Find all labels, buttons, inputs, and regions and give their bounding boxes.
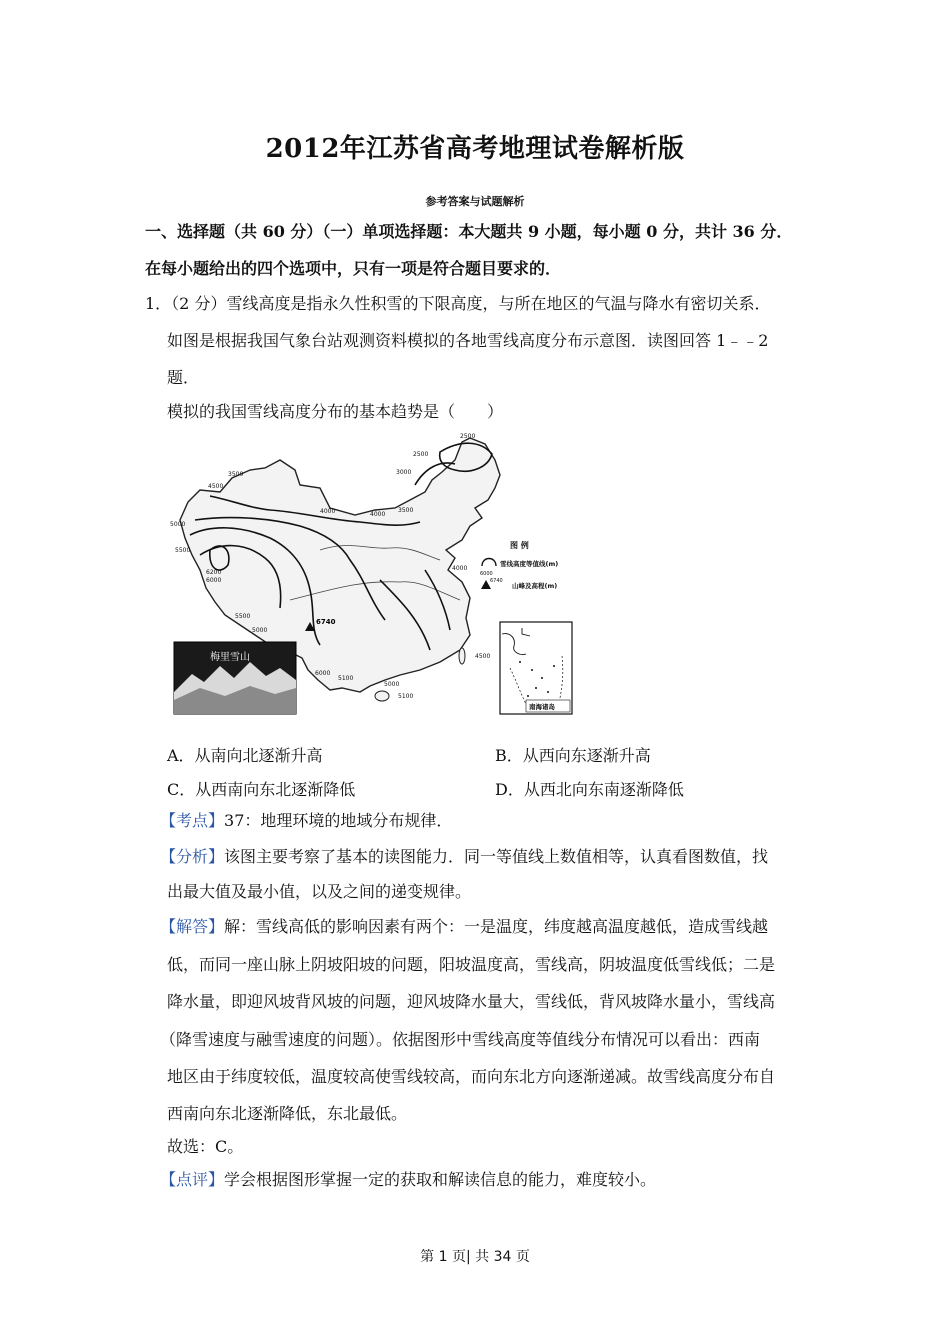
inset-photo-label: 梅里雪山 bbox=[210, 652, 250, 663]
option-b: B．从西向东逐渐升高 bbox=[495, 746, 651, 765]
option-a: A．从南向北逐渐升高 bbox=[167, 746, 323, 765]
contour-label: 5000 bbox=[170, 521, 186, 528]
question-1-line1: 1．（2 分）雪线高度是指永久性积雪的下限高度，与所在地区的气温与降水有密切关系． bbox=[145, 294, 771, 313]
jieda-line4: （降雪速度与融雪速度的问题）。依据图形中雪线高度等值线分布情况可以看出：西南 bbox=[160, 1030, 761, 1049]
meili-snow-mountain-photo bbox=[174, 642, 296, 714]
option-d: D．从西北向东南逐渐降低 bbox=[495, 780, 684, 799]
contour-label: 5100 bbox=[398, 693, 414, 700]
contour-label: 2500 bbox=[413, 451, 429, 458]
dianping-tag: 【点评】 bbox=[160, 1170, 225, 1189]
jieda-line1: 解：雪线高低的影响因素有两个：一是温度，纬度越高温度越低，造成雪线越 bbox=[224, 917, 769, 936]
page-footer: 第 1 页| 共 34 页 bbox=[420, 1249, 530, 1265]
section-heading-line1: 一、选择题（共 60 分）（一）单项选择题：本大题共 9 小题，每小题 0 分，共计 36 分． bbox=[145, 222, 793, 241]
contour-label: 6200 bbox=[206, 569, 222, 576]
snowline-map-figure bbox=[170, 430, 590, 720]
question-1-line3: 题． bbox=[167, 368, 200, 387]
contour-label: 4500 bbox=[208, 483, 224, 490]
contour-label: 6000 bbox=[206, 577, 222, 584]
option-c: C．从西南向东北逐渐降低 bbox=[167, 780, 356, 799]
jieda-line3: 降水量，即迎风坡背风坡的问题，迎风坡降水量大，雪线低，背风坡降水量小，雪线高 bbox=[167, 992, 776, 1011]
contour-label: 4000 bbox=[452, 565, 468, 572]
jieda-row bbox=[160, 917, 768, 937]
document-subtitle: 参考答案与试题解析 bbox=[425, 195, 525, 208]
document-title: 2012年江苏省高考地理试卷解析版 bbox=[265, 134, 685, 164]
fenxi-row bbox=[160, 847, 768, 867]
jieda-line6: 西南向东北逐渐降低，东北最低。 bbox=[167, 1104, 408, 1123]
fenxi-line1: 该图主要考察了基本的读图能力．同一等值线上数值相等，认真看图数值，找 bbox=[224, 847, 769, 866]
contour-label: 5500 bbox=[175, 547, 191, 554]
contour-label: 5500 bbox=[235, 613, 251, 620]
contour-label: 5100 bbox=[338, 675, 354, 682]
jieda-line2: 低，而同一座山脉上阴坡阳坡的问题，阳坡温度高，雪线高，阴坡温度低雪线低；二是 bbox=[167, 955, 776, 974]
legend-peak-sample: 6740 bbox=[490, 578, 503, 584]
contour-label: 5000 bbox=[252, 627, 268, 634]
contour-label: 3500 bbox=[398, 507, 414, 514]
question-1-stem: 模拟的我国雪线高度分布的基本趋势是（ ） bbox=[167, 402, 504, 421]
south-sea-label: 南海诸岛 bbox=[529, 703, 555, 711]
contour-label: 4000 bbox=[320, 508, 336, 515]
jieda-tag: 【解答】 bbox=[160, 917, 225, 936]
kaodian-text: 37：地理环境的地域分布规律． bbox=[224, 811, 453, 830]
dianping-text: 学会根据图形掌握一定的获取和解读信息的能力，难度较小。 bbox=[224, 1170, 657, 1189]
kaodian-row bbox=[160, 811, 452, 831]
contour-label: 5000 bbox=[384, 681, 400, 688]
hainan-island bbox=[375, 691, 389, 701]
fenxi-line2: 出最大值及最小值，以及之间的递变规律。 bbox=[167, 882, 472, 901]
answer-line: 故选：C。 bbox=[167, 1137, 244, 1156]
question-1-line2: 如图是根据我国气象台站观测资料模拟的各地雪线高度分布示意图．读图回答 1﹣﹣2 bbox=[167, 331, 769, 350]
contour-label: 2500 bbox=[460, 433, 476, 440]
jieda-line5: 地区由于纬度较低，温度较高使雪线较高，而向东北方向逐渐递减。故雪线高度分布自 bbox=[167, 1067, 776, 1086]
legend-contour-label: 雪线高度等值线(m) bbox=[500, 560, 559, 568]
contour-label: 3000 bbox=[396, 469, 412, 476]
map-legend bbox=[480, 540, 558, 590]
fenxi-tag: 【分析】 bbox=[160, 847, 225, 866]
legend-peak-label: 山峰及高程(m) bbox=[512, 582, 558, 590]
contour-label: 6000 bbox=[315, 670, 331, 677]
south-china-sea-inset bbox=[500, 622, 572, 714]
contour-label: 3500 bbox=[228, 471, 244, 478]
section-heading-line2: 在每小题给出的四个选项中，只有一项是符合题目要求的． bbox=[145, 259, 562, 278]
dianping-row bbox=[160, 1170, 656, 1190]
contour-label: 4500 bbox=[475, 653, 491, 660]
legend-title: 图 例 bbox=[510, 541, 529, 550]
taiwan-island bbox=[459, 648, 465, 664]
peak-value-label: 6740 bbox=[316, 618, 336, 626]
kaodian-tag: 【考点】 bbox=[160, 811, 225, 830]
legend-contour-sample: 6000 bbox=[480, 571, 493, 577]
contour-label: 4000 bbox=[370, 511, 386, 518]
